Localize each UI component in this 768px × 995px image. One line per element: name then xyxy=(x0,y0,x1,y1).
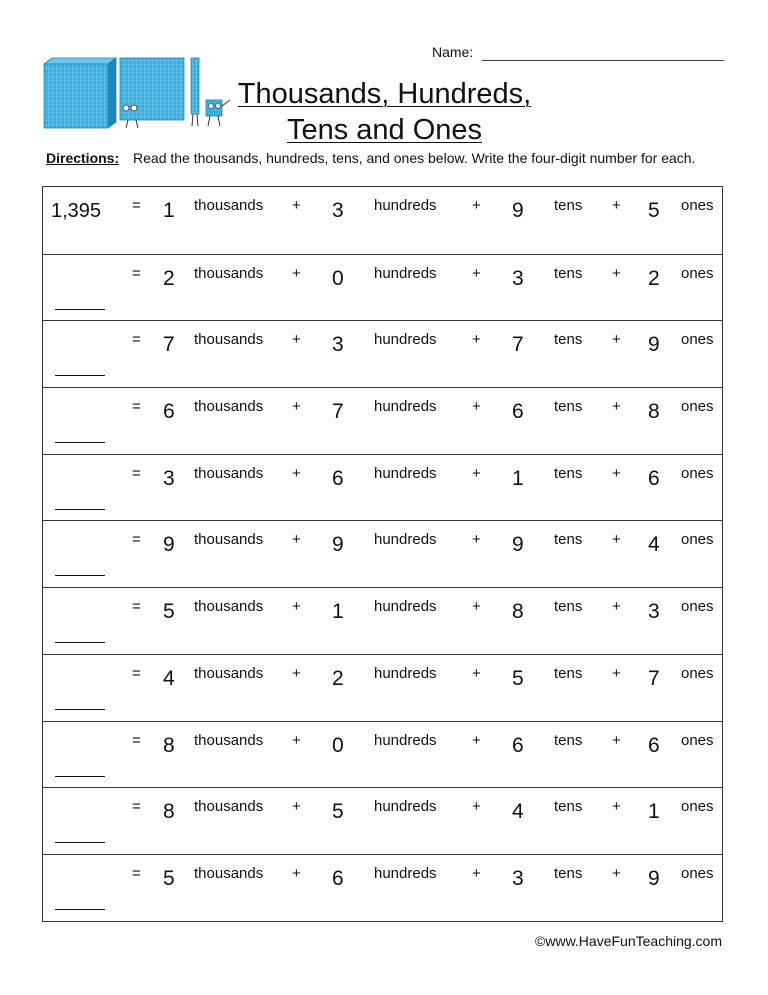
plus-sign: + xyxy=(292,531,301,549)
thousands-digit: 2 xyxy=(163,266,175,290)
answer-blank[interactable] xyxy=(55,575,105,576)
ones-digit: 9 xyxy=(648,333,660,357)
ones-digit: 5 xyxy=(648,199,660,222)
hundreds-label: hundreds xyxy=(374,598,437,616)
hundreds-digit: 6 xyxy=(332,866,344,890)
thousands-label: thousands xyxy=(194,531,264,549)
hundreds-digit: 3 xyxy=(332,333,344,357)
problem-row xyxy=(43,320,722,387)
copyright-footer: ©www.HaveFunTeaching.com xyxy=(535,933,722,949)
ones-digit: 6 xyxy=(648,733,660,757)
plus-sign: + xyxy=(612,664,621,682)
equals-sign: = xyxy=(132,598,141,616)
plus-sign: + xyxy=(612,464,621,482)
tens-digit: 6 xyxy=(512,733,524,757)
tens-label: tens xyxy=(554,264,583,282)
hundreds-digit: 3 xyxy=(332,199,344,222)
thousands-digit: 3 xyxy=(163,466,175,490)
plus-sign: + xyxy=(472,731,481,749)
hundreds-label: hundreds xyxy=(374,464,437,482)
problem-row xyxy=(43,721,722,788)
problem-row xyxy=(43,454,722,521)
answer-blank[interactable] xyxy=(55,442,105,443)
ones-digit: 1 xyxy=(648,800,660,824)
hundreds-digit: 0 xyxy=(332,733,344,757)
ones-label: ones xyxy=(681,598,714,616)
ones-digit: 9 xyxy=(648,866,660,890)
problem-row xyxy=(43,787,722,854)
thousands-digit: 9 xyxy=(163,533,175,557)
plus-sign: + xyxy=(292,264,301,282)
thousands-label: thousands xyxy=(194,664,264,682)
problem-row xyxy=(43,387,722,454)
thousands-label: thousands xyxy=(194,464,264,482)
ones-digit: 3 xyxy=(648,600,660,624)
ones-label: ones xyxy=(681,197,714,214)
equals-sign: = xyxy=(132,264,141,282)
answer-blank[interactable] xyxy=(55,842,105,843)
base-ten-blocks-illustration xyxy=(40,56,245,136)
problem-row xyxy=(43,854,722,921)
equals-sign: = xyxy=(132,464,141,482)
equals-sign: = xyxy=(132,664,141,682)
answer-blank[interactable] xyxy=(55,909,105,910)
tens-digit: 1 xyxy=(512,466,524,490)
name-field[interactable] xyxy=(432,44,473,60)
thousands-digit: 8 xyxy=(163,800,175,824)
plus-sign: + xyxy=(292,331,301,349)
tens-digit: 9 xyxy=(512,533,524,557)
hundreds-label: hundreds xyxy=(374,798,437,816)
hundreds-digit: 2 xyxy=(332,666,344,690)
answer-blank[interactable] xyxy=(55,509,105,510)
ones-label: ones xyxy=(681,731,714,749)
problem-row xyxy=(43,254,722,321)
tens-label: tens xyxy=(554,331,583,349)
tens-label: tens xyxy=(554,798,583,816)
tens-digit: 9 xyxy=(512,199,524,222)
problem-row xyxy=(43,654,722,721)
hundreds-label: hundreds xyxy=(374,197,437,214)
tens-label: tens xyxy=(554,598,583,616)
plus-sign: + xyxy=(472,331,481,349)
thousands-label: thousands xyxy=(194,798,264,816)
plus-sign: + xyxy=(292,398,301,416)
plus-sign: + xyxy=(472,864,481,882)
tens-digit: 6 xyxy=(512,400,524,424)
tens-digit: 8 xyxy=(512,600,524,624)
thousands-digit: 1 xyxy=(163,199,175,222)
directions-label: Directions: xyxy=(46,150,120,166)
answer-blank[interactable] xyxy=(55,776,105,777)
directions-text: Read the thousands, hundreds, tens, and ones below. Write the four-digit number for each. xyxy=(133,150,696,166)
problems-table xyxy=(42,186,723,922)
hundreds-digit: 5 xyxy=(332,800,344,824)
hundreds-digit: 7 xyxy=(332,400,344,424)
plus-sign: + xyxy=(472,531,481,549)
ones-digit: 4 xyxy=(648,533,660,557)
ones-digit: 8 xyxy=(648,400,660,424)
tens-label: tens xyxy=(554,398,583,416)
tens-digit: 3 xyxy=(512,866,524,890)
plus-sign: + xyxy=(612,864,621,882)
hundreds-label: hundreds xyxy=(374,331,437,349)
problem-row xyxy=(43,520,722,587)
problem-row xyxy=(43,587,722,654)
plus-sign: + xyxy=(472,598,481,616)
thousands-digit: 5 xyxy=(163,866,175,890)
tens-label: tens xyxy=(554,464,583,482)
answer-blank[interactable] xyxy=(55,709,105,710)
answer-blank[interactable] xyxy=(55,309,105,310)
plus-sign: + xyxy=(472,664,481,682)
title-line-1: Thousands, Hundreds, xyxy=(237,78,532,110)
hundreds-digit: 6 xyxy=(332,466,344,490)
ones-label: ones xyxy=(681,664,714,682)
ones-label: ones xyxy=(681,864,714,882)
name-label: Name: xyxy=(432,44,474,60)
problem-row xyxy=(43,187,722,254)
thousands-digit: 4 xyxy=(163,666,175,690)
plus-sign: + xyxy=(612,398,621,416)
equals-sign: = xyxy=(132,331,141,349)
equals-sign: = xyxy=(132,531,141,549)
name-blank-line[interactable] xyxy=(482,60,724,61)
thousands-digit: 8 xyxy=(163,733,175,757)
answer-blank[interactable] xyxy=(55,642,105,643)
thousands-label: thousands xyxy=(194,197,264,214)
equals-sign: = xyxy=(132,197,141,214)
tens-digit: 7 xyxy=(512,333,524,357)
plus-sign: + xyxy=(292,731,301,749)
plus-sign: + xyxy=(472,264,481,282)
plus-sign: + xyxy=(292,864,301,882)
tens-label: tens xyxy=(554,731,583,749)
ones-label: ones xyxy=(681,264,714,282)
ones-label: ones xyxy=(681,331,714,349)
hundreds-digit: 0 xyxy=(332,266,344,290)
hundreds-label: hundreds xyxy=(374,398,437,416)
plus-sign: + xyxy=(612,331,621,349)
ones-digit: 7 xyxy=(648,666,660,690)
plus-sign: + xyxy=(612,197,621,214)
plus-sign: + xyxy=(292,197,301,214)
ones-label: ones xyxy=(681,398,714,416)
tens-label: tens xyxy=(554,864,583,882)
plus-sign: + xyxy=(292,598,301,616)
answer-example: 1,395 xyxy=(51,200,102,222)
ones-digit: 6 xyxy=(648,466,660,490)
title-line-2: Tens and Ones xyxy=(286,114,483,146)
ones-label: ones xyxy=(681,531,714,549)
plus-sign: + xyxy=(472,464,481,482)
plus-sign: + xyxy=(292,664,301,682)
plus-sign: + xyxy=(472,197,481,214)
plus-sign: + xyxy=(612,264,621,282)
equals-sign: = xyxy=(132,864,141,882)
thousands-label: thousands xyxy=(194,264,264,282)
plus-sign: + xyxy=(612,731,621,749)
plus-sign: + xyxy=(612,798,621,816)
hundreds-label: hundreds xyxy=(374,731,437,749)
plus-sign: + xyxy=(472,398,481,416)
thousands-label: thousands xyxy=(194,331,264,349)
hundreds-digit: 1 xyxy=(332,600,344,624)
tens-digit: 5 xyxy=(512,666,524,690)
tens-label: tens xyxy=(554,197,583,214)
equals-sign: = xyxy=(132,731,141,749)
thousands-digit: 7 xyxy=(163,333,175,357)
tens-digit: 3 xyxy=(512,266,524,290)
directions xyxy=(46,149,726,167)
hundreds-digit: 9 xyxy=(332,533,344,557)
plus-sign: + xyxy=(612,598,621,616)
hundreds-label: hundreds xyxy=(374,864,437,882)
thousands-digit: 6 xyxy=(163,400,175,424)
answer-blank[interactable] xyxy=(55,375,105,376)
ones-label: ones xyxy=(681,464,714,482)
ones-digit: 2 xyxy=(648,266,660,290)
ones-label: ones xyxy=(681,798,714,816)
hundreds-label: hundreds xyxy=(374,531,437,549)
equals-sign: = xyxy=(132,398,141,416)
tens-label: tens xyxy=(554,664,583,682)
plus-sign: + xyxy=(292,798,301,816)
thousands-label: thousands xyxy=(194,731,264,749)
plus-sign: + xyxy=(292,464,301,482)
plus-sign: + xyxy=(472,798,481,816)
thousands-label: thousands xyxy=(194,398,264,416)
thousands-digit: 5 xyxy=(163,600,175,624)
tens-digit: 4 xyxy=(512,800,524,824)
tens-label: tens xyxy=(554,531,583,549)
thousands-label: thousands xyxy=(194,864,264,882)
equals-sign: = xyxy=(132,798,141,816)
hundreds-label: hundreds xyxy=(374,664,437,682)
thousands-label: thousands xyxy=(194,598,264,616)
plus-sign: + xyxy=(612,531,621,549)
hundreds-label: hundreds xyxy=(374,264,437,282)
worksheet-title xyxy=(232,76,537,148)
